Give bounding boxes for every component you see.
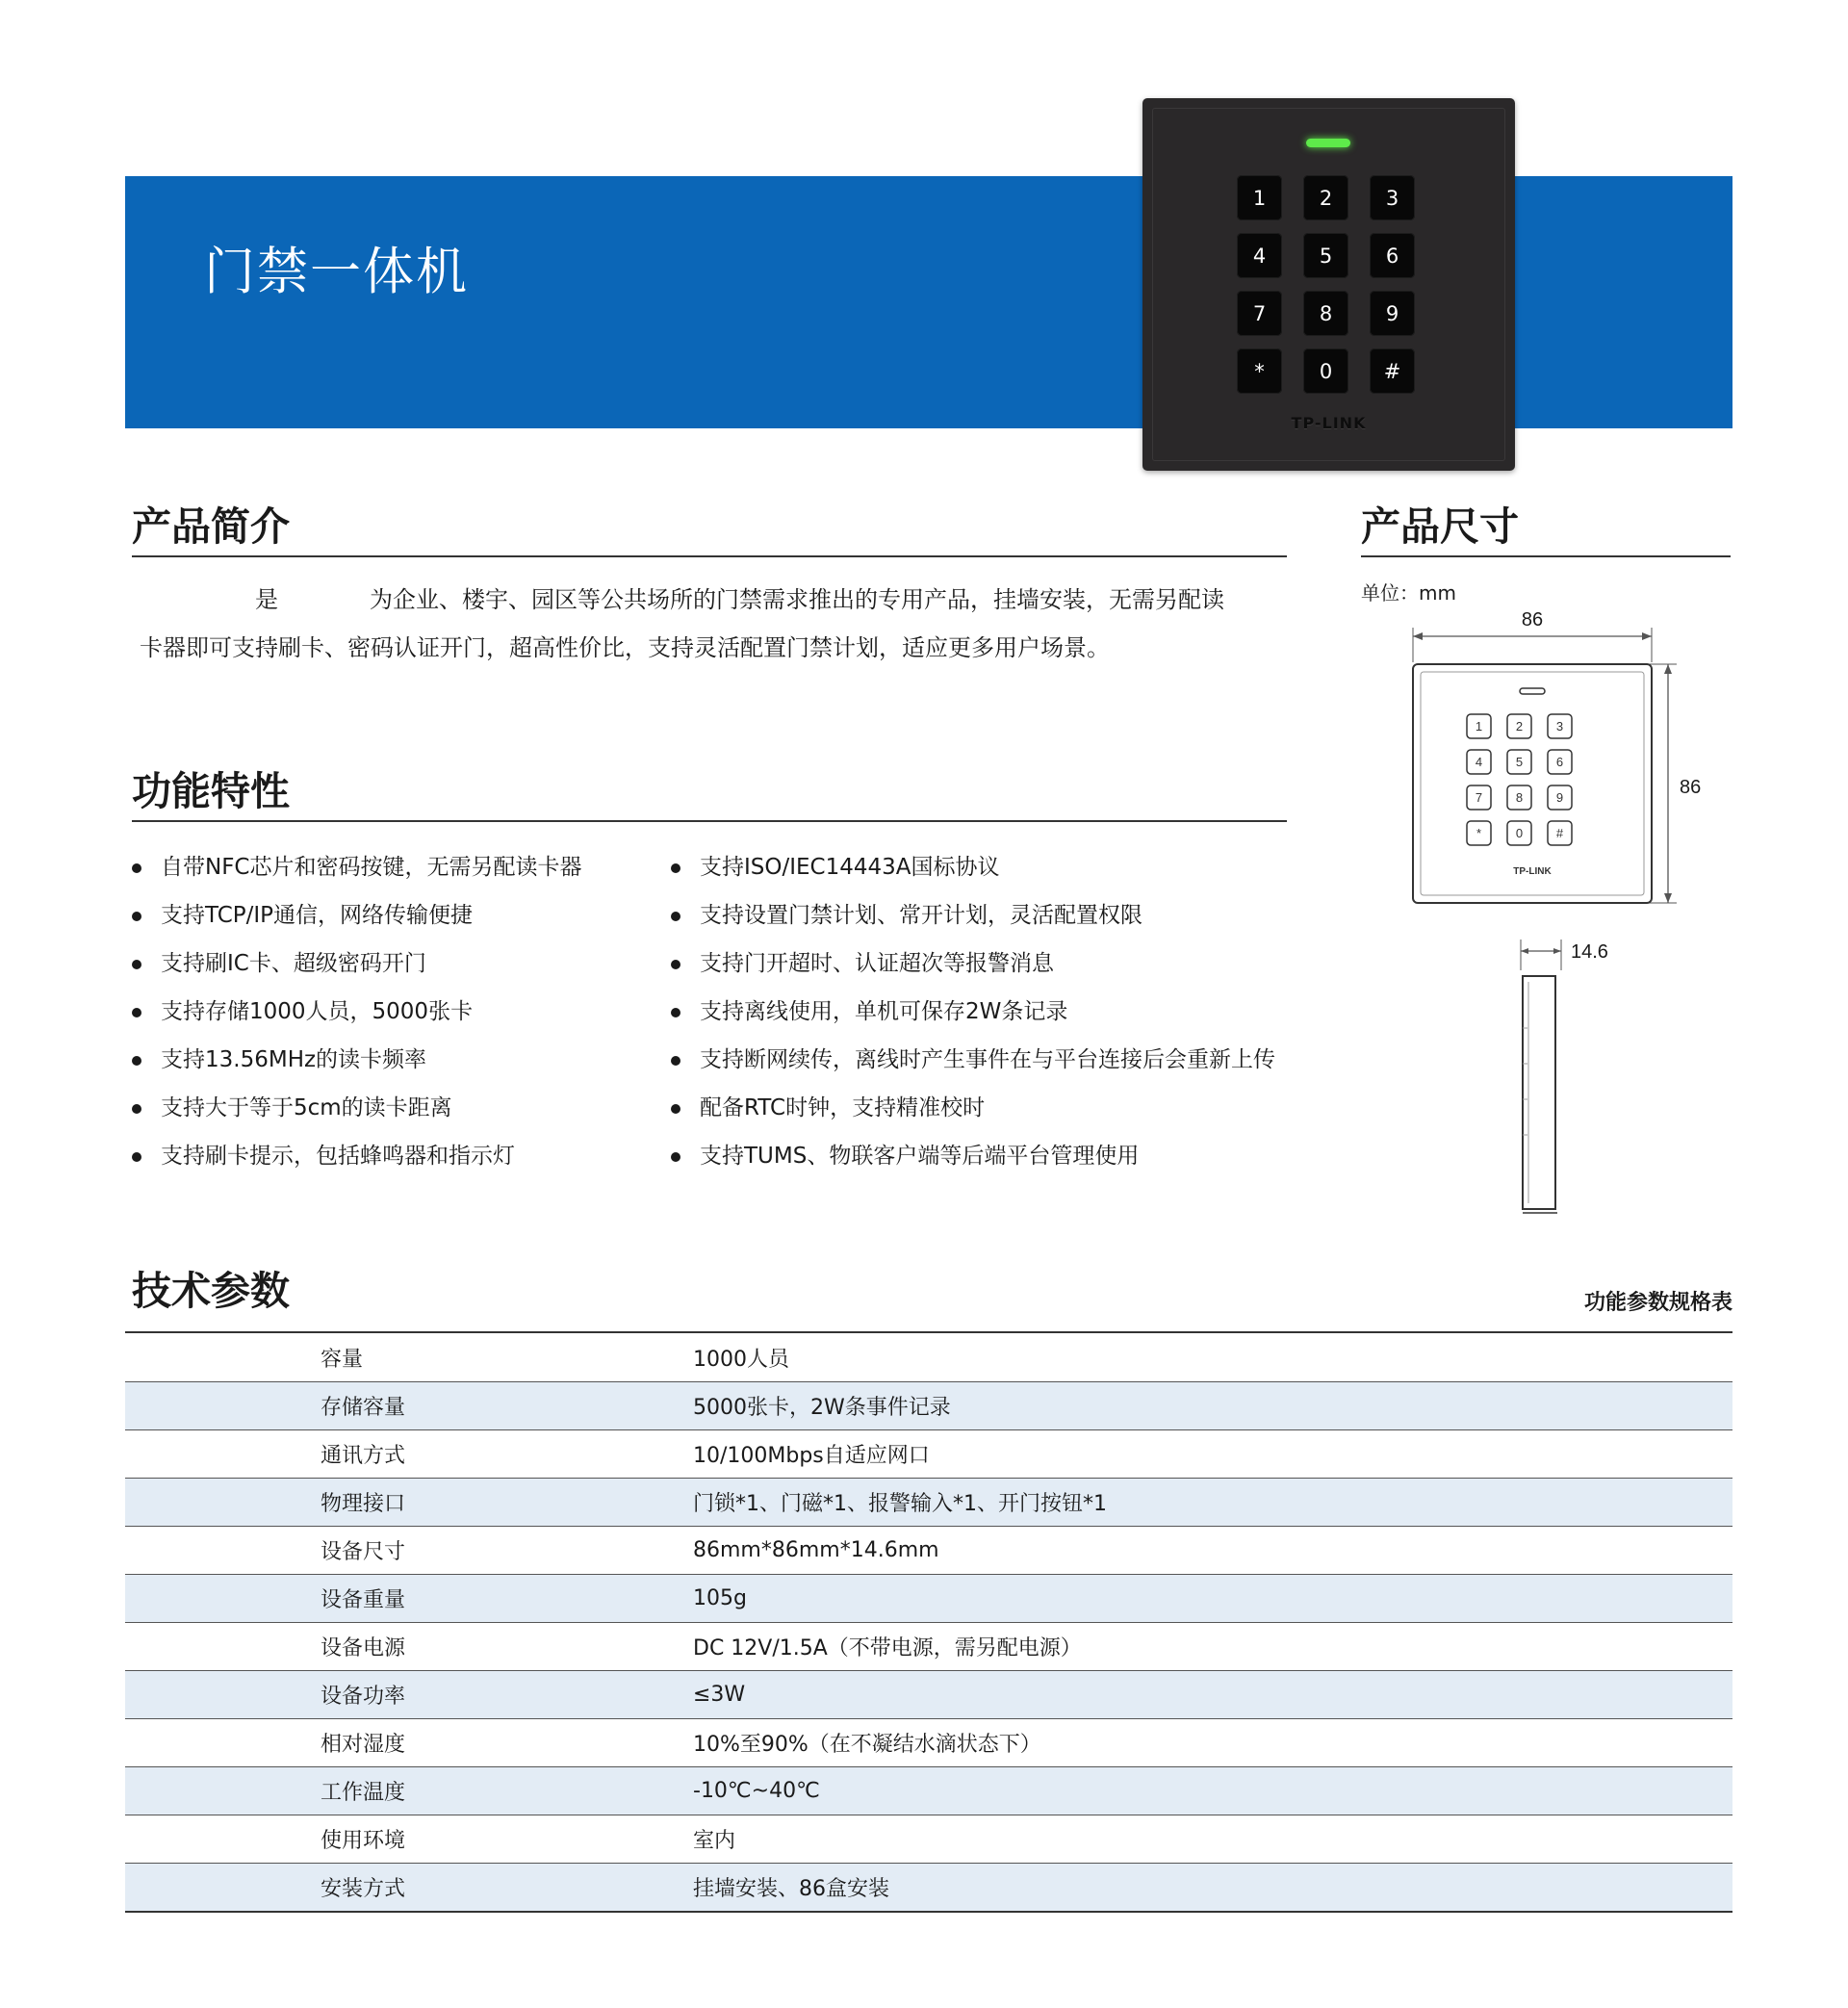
front-view-led (1520, 688, 1545, 694)
table-row (125, 1622, 1732, 1670)
drawing-brand-logo: TP-LINK (1513, 866, 1552, 877)
table-row (125, 1863, 1732, 1911)
drawing-key: 0 (1515, 826, 1524, 840)
intro-heading: 产品简介 (132, 503, 290, 550)
feature-item: 支持刷卡提示，包括蜂鸣器和指示灯 (132, 1132, 582, 1180)
drawing-key: 9 (1555, 790, 1564, 805)
keypad-key: 4 (1237, 233, 1282, 278)
spec-key: 物理接口 (321, 1492, 406, 1516)
spec-table (125, 1331, 1732, 1913)
feature-item: 支持TUMS、物联客户端等后端平台管理使用 (671, 1132, 1275, 1180)
intro-word: 是 (255, 586, 278, 613)
dimension-drawing (1348, 606, 1713, 1223)
drawing-key: 1 (1475, 719, 1483, 734)
intro-line-2: 卡器即可支持刷卡、密码认证开门，超高性价比，支持灵活配置门禁计划，适应更多用户场景。 (140, 634, 1110, 661)
specs-heading: 技术参数 (132, 1268, 290, 1314)
spec-key: 设备功率 (321, 1685, 406, 1709)
device-brand-logo: TP-LINK (1291, 414, 1367, 432)
side-view-outline (1523, 976, 1555, 1209)
intro-line-1: 为企业、楼宇、园区等公共场所的门禁需求推出的专用产品，挂墙安装，无需另配读 (370, 586, 1224, 613)
spec-value: 105g (693, 1586, 747, 1610)
features-heading: 功能特性 (132, 768, 290, 814)
drawing-key: * (1476, 826, 1482, 840)
feature-item: 配备RTC时钟，支持精准校时 (671, 1084, 1275, 1132)
spec-key: 通讯方式 (321, 1444, 406, 1468)
spec-key: 设备尺寸 (321, 1540, 406, 1564)
keypad-key: # (1370, 348, 1415, 394)
feature-item: 支持断网续传，离线时产生事件在与平台连接后会重新上传 (671, 1036, 1275, 1084)
drawing-key: 6 (1555, 755, 1564, 769)
feature-item: 支持门开超时、认证超次等报警消息 (671, 940, 1275, 988)
features-divider (132, 820, 1287, 822)
spec-value: 5000张卡，2W条事件记录 (693, 1396, 951, 1420)
feature-item: 支持TCP/IP通信，网络传输便捷 (132, 891, 582, 940)
features-list-left (132, 843, 582, 1180)
spec-value: 10/100Mbps自适应网口 (693, 1444, 930, 1468)
spec-key: 设备重量 (321, 1588, 406, 1612)
spec-key: 安装方式 (321, 1877, 406, 1901)
keypad-key: 2 (1303, 175, 1348, 220)
table-row (125, 1718, 1732, 1766)
keypad-key: * (1237, 348, 1282, 394)
spec-value: 室内 (693, 1829, 736, 1853)
width-label: 86 (1521, 609, 1544, 631)
device-photo (1142, 98, 1515, 471)
drawing-key: 3 (1555, 719, 1564, 734)
indicator-led (1306, 139, 1350, 147)
feature-item: 支持ISO/IEC14443A国标协议 (671, 843, 1275, 891)
spec-value: ≤3W (693, 1683, 746, 1707)
keypad-key: 3 (1370, 175, 1415, 220)
intro-divider (132, 555, 1287, 557)
table-row (125, 1766, 1732, 1815)
drawing-key: 2 (1515, 719, 1524, 734)
drawing-key: # (1555, 826, 1564, 840)
feature-item: 自带NFC芯片和密码按键，无需另配读卡器 (132, 843, 582, 891)
spec-key: 设备电源 (321, 1636, 406, 1660)
spec-table-caption: 功能参数规格表 (1583, 1291, 1732, 1315)
spec-key: 工作温度 (321, 1781, 406, 1805)
table-row (125, 1526, 1732, 1574)
height-label: 86 (1680, 777, 1702, 798)
table-row (125, 1815, 1732, 1863)
dimensions-divider (1361, 555, 1731, 557)
feature-item: 支持13.56MHz的读卡频率 (132, 1036, 582, 1084)
table-row (125, 1478, 1732, 1526)
keypad-key: 9 (1370, 291, 1415, 336)
depth-label: 14.6 (1571, 941, 1608, 963)
intro-paragraph (140, 576, 1290, 672)
keypad-key: 1 (1237, 175, 1282, 220)
spec-key: 存储容量 (321, 1396, 406, 1420)
spec-value: DC 12V/1.5A（不带电源，需另配电源） (693, 1636, 1082, 1660)
table-row (125, 1381, 1732, 1429)
table-row (125, 1333, 1732, 1381)
drawing-key: 4 (1475, 755, 1483, 769)
spec-key: 容量 (321, 1347, 364, 1372)
spec-value: 1000人员 (693, 1347, 789, 1372)
feature-item: 支持刷IC卡、超级密码开门 (132, 940, 582, 988)
keypad-key: 7 (1237, 291, 1282, 336)
page-title: 门禁一体机 (204, 243, 469, 301)
keypad-key: 0 (1303, 348, 1348, 394)
spec-value: -10℃~40℃ (693, 1779, 820, 1803)
table-row (125, 1574, 1732, 1622)
spec-key: 相对湿度 (321, 1733, 406, 1757)
keypad-key: 5 (1303, 233, 1348, 278)
feature-item: 支持离线使用，单机可保存2W条记录 (671, 988, 1275, 1036)
spec-value: 门锁*1、门磁*1、报警输入*1、开门按钮*1 (693, 1492, 1107, 1516)
dimensions-heading: 产品尺寸 (1361, 503, 1519, 550)
keypad-key: 8 (1303, 291, 1348, 336)
spec-value: 10%至90%（在不凝结水滴状态下） (693, 1733, 1041, 1757)
device-keypad (1237, 175, 1419, 394)
drawing-key: 7 (1475, 790, 1483, 805)
spec-value: 86mm*86mm*14.6mm (693, 1538, 939, 1562)
feature-item: 支持存储1000人员，5000张卡 (132, 988, 582, 1036)
table-row (125, 1429, 1732, 1478)
drawing-key: 8 (1515, 790, 1524, 805)
feature-item: 支持大于等于5cm的读卡距离 (132, 1084, 582, 1132)
unit-label: 单位：mm (1361, 581, 1456, 605)
table-row (125, 1670, 1732, 1718)
features-list-right (671, 843, 1275, 1180)
drawing-key: 5 (1515, 755, 1524, 769)
feature-item: 支持设置门禁计划、常开计划，灵活配置权限 (671, 891, 1275, 940)
spec-key: 使用环境 (321, 1829, 406, 1853)
spec-value: 挂墙安装、86盒安装 (693, 1877, 889, 1901)
keypad-key: 6 (1370, 233, 1415, 278)
